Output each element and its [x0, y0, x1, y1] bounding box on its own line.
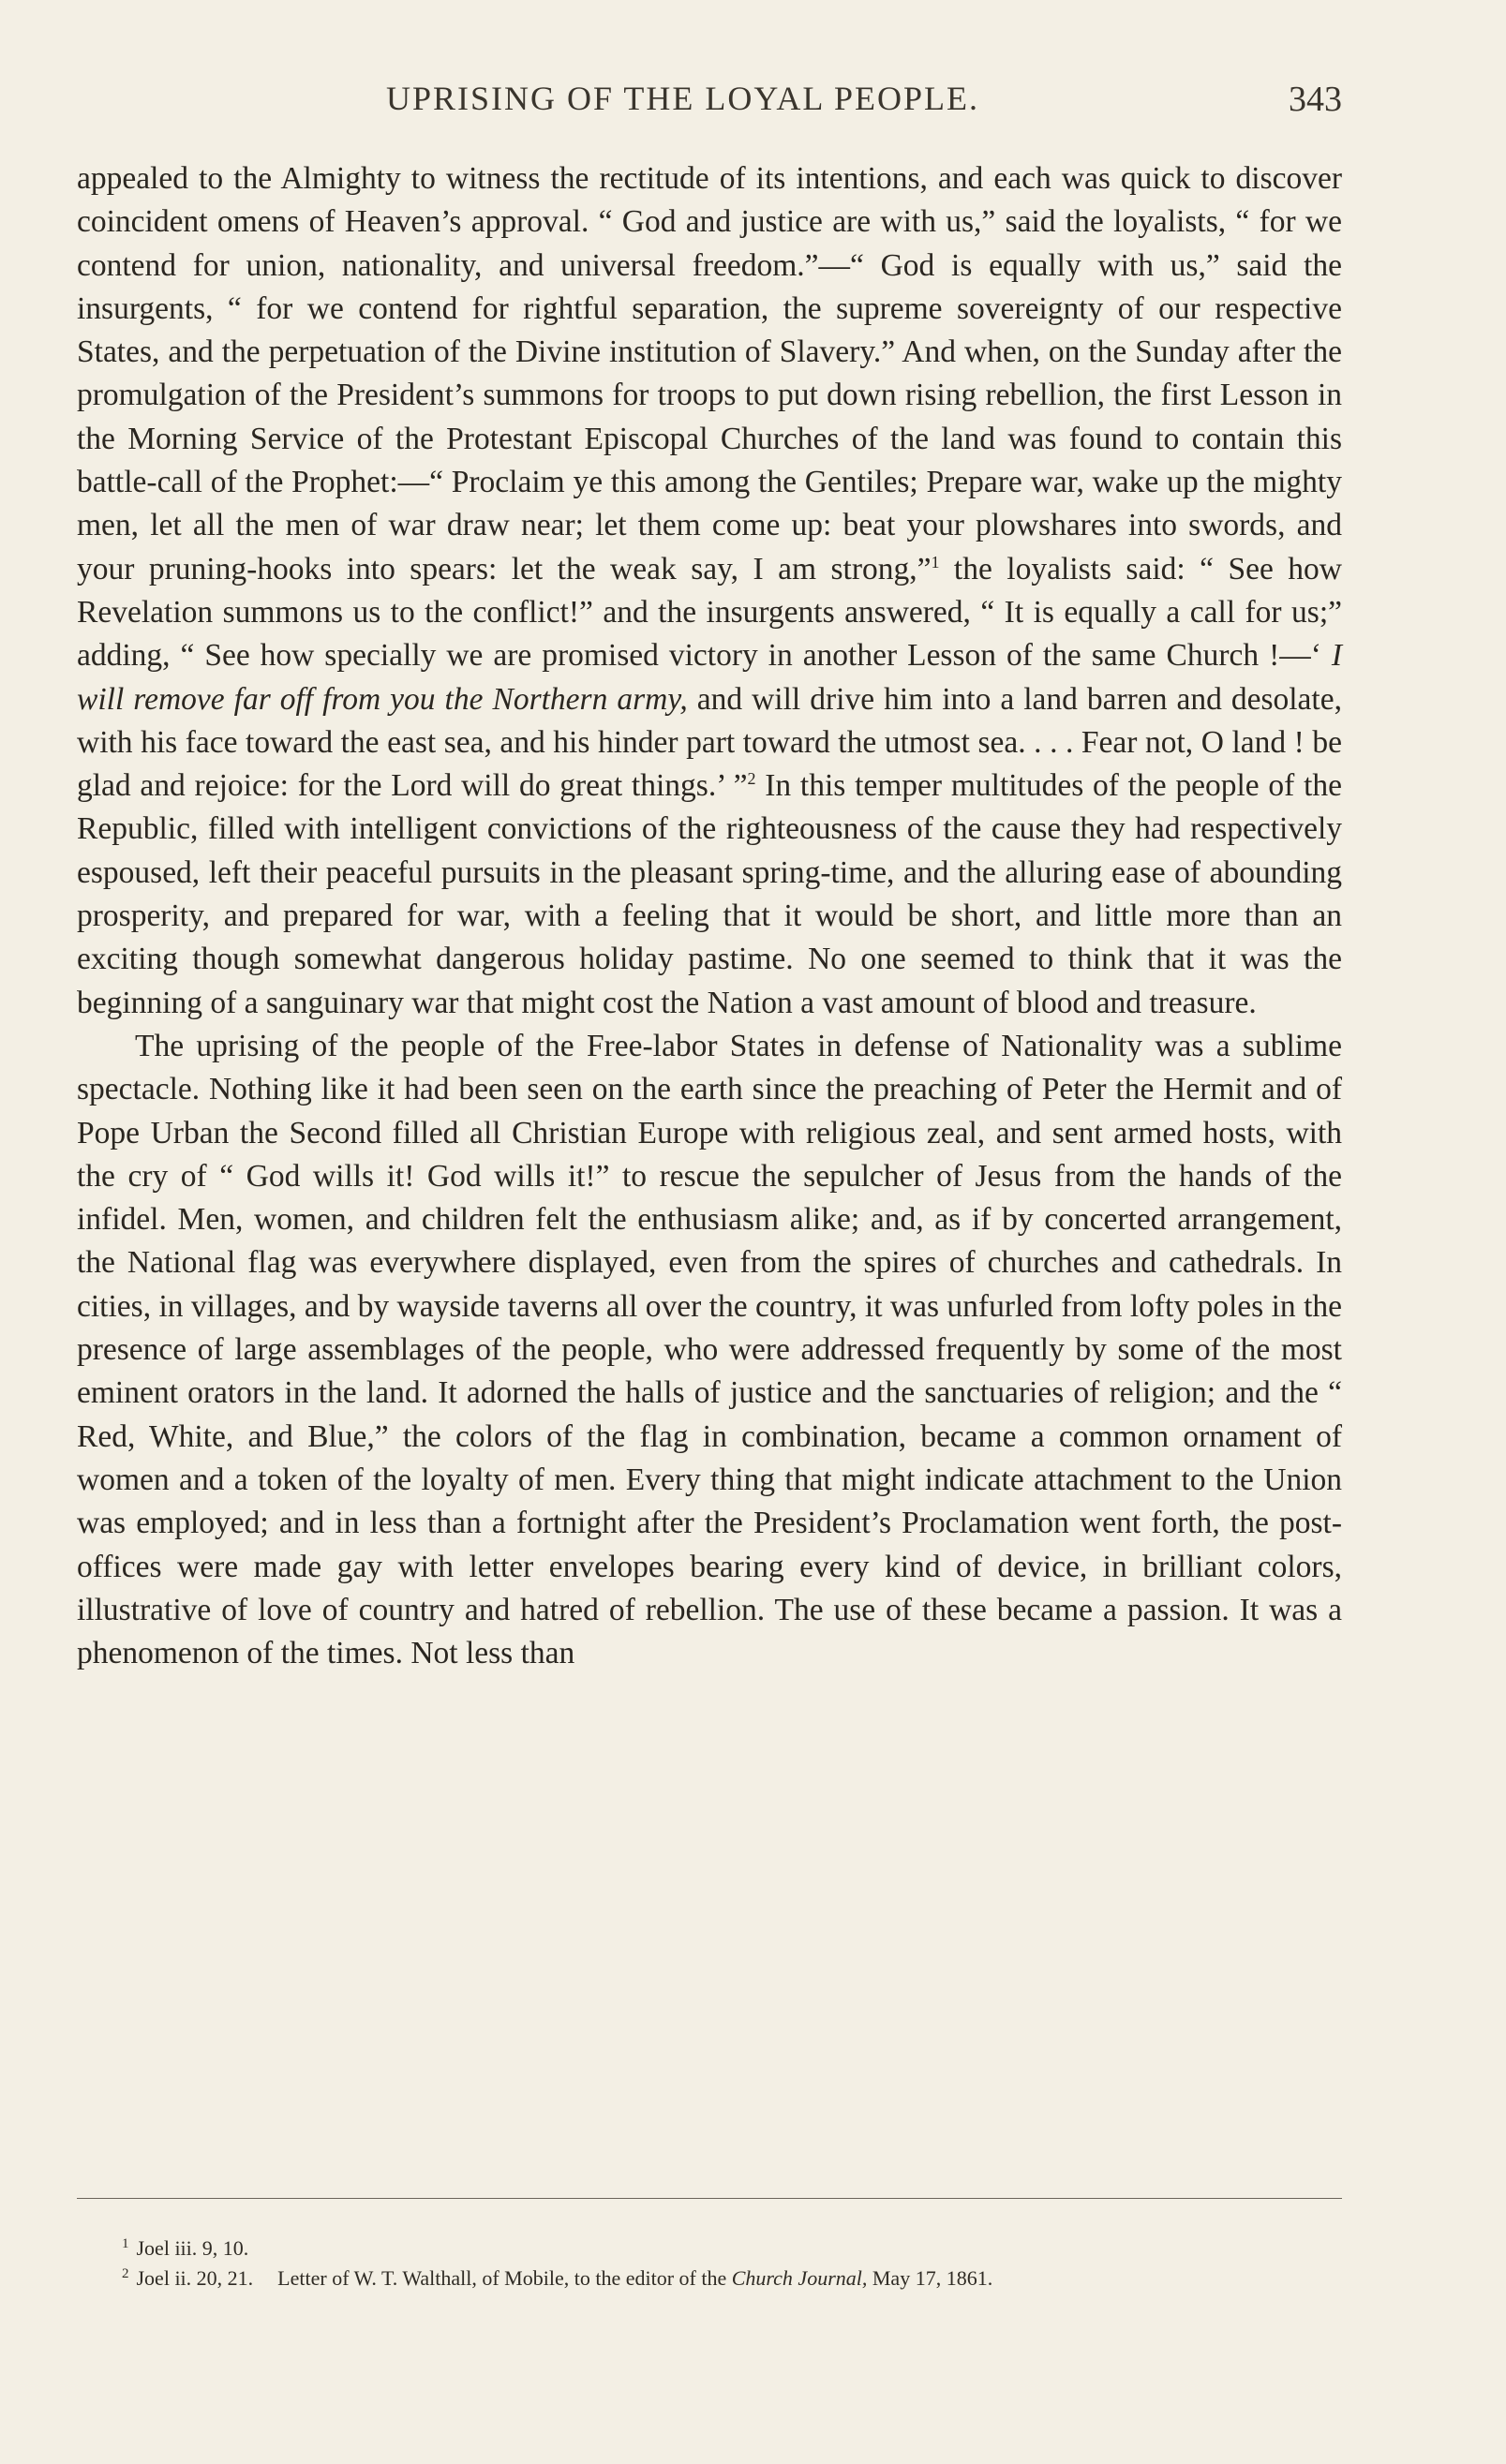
footnote-1-mark: 1 [122, 2235, 129, 2251]
body-text [77, 157, 1342, 1675]
running-title: UPRISING OF THE LOYAL PEOPLE. [386, 80, 980, 117]
paragraph-1 [77, 157, 1342, 1025]
footnote-ref-2: 2 [747, 769, 756, 788]
footnote-2-date: May 17, 1861. [867, 2266, 993, 2290]
paragraph-2: The uprising of the people of the Free-labor States in defense of Nationality was a sublime spectacle. Nothing like it had been seen on the earth since the preaching of Peter the Hermit and of Pope Urban the Second filled all Christian Europe with religious zeal, and sent armed hosts, with the cry of “ God wills it! God wills it!” to rescue the sepulcher of Jesus from the hands of the infidel. Men, women, and children felt the enthusiasm alike; and, as if by concerted arrangement, the National flag was everywhere displayed, even from the spires of churches and cathedrals. In cities, in villages, and by wayside taverns all over the country, it was unfurled from lofty poles in the presence of large assemblages of the people, who were addressed frequently by some of the most eminent orators in the land. It adorned the halls of justice and the sanctuaries of religion; and the “ Red, White, and Blue,” the colors of the flag in combination, became a common ornament of women and a token of the loyalty of men. Every thing that might indicate attachment to the Union was employed; and in less than a fortnight after the President’s Proclamation went forth, the post-offices were made gay with letter envelopes bearing every kind of device, in brilliant colors, illustrative of love of country and hatred of rebellion. The use of these became a passion. It was a phenomenon of the times. Not less than [77, 1028, 1342, 1671]
paragraph-1-part-b: the loyalists said: “ See how Revelation summons us to the conflict!” and the insurgents answered, “ It is equally a call for us;” adding, “ See how specially we are promised victory in another Lesson of the same Church !—‘ [77, 551, 1342, 674]
footnote-2-letter: Letter of W. T. Walthall, of Mobile, to the editor of the [277, 2266, 732, 2290]
footnote-1-text: Joel iii. 9, 10. [136, 2236, 249, 2260]
paragraph-1-part-c: and will drive him into a land barren and desolate, with his face toward the east sea, and his hinder part toward the utmost sea. . . . Fear not, O land ! be glad and rejoice: for the Lord will do great things.’ ” [77, 681, 1342, 804]
footnote-2-mark: 2 [122, 2265, 129, 2281]
footnote-divider [77, 2198, 1342, 2199]
footnote-2-text: Joel ii. 20, 21. [136, 2266, 254, 2290]
page-number: 343 [1289, 80, 1342, 119]
paragraph-1-italic-quote: I will remove far off from you the Northern army, [77, 638, 1342, 717]
footnote-ref-1: 1 [931, 552, 940, 571]
footnotes [122, 2234, 1349, 2293]
footnote-2 [122, 2264, 1349, 2293]
running-head [77, 79, 1342, 126]
footnote-2-journal: Church Journal, [731, 2266, 868, 2290]
paragraph-1-part-d: In this temper multitudes of the people of the Republic, filled with intelligent convictions of the righteousness of the cause they had respectively espoused, left their peaceful pursuits in the pleasant spring-time, and the alluring ease of abounding prosperity, and prepared for war, with a feeling that it would be short, and little more than an exciting though somewhat dangerous holiday pastime. No one seemed to think that it was the beginning of a sanguinary war that might cost the Nation a vast amount of blood and treasure. [77, 768, 1342, 1020]
paragraph-1-part-a: appealed to the Almighty to witness the rectitude of its intentions, and each was quick to discover coincident omens of Heaven’s approval. “ God and justice are with us,” said the loyalists, “ for we contend for union, nationality, and universal freedom.”—“ God is equally with us,” said the insurgents, “ for we contend for rightful separation, the supreme sovereignty of our respective States, and the perpetuation of the Divine institution of Slavery.” And when, on the Sunday after the promulgation of the President’s summons for troops to put down rising rebellion, the first Lesson in the Morning Service of the Protestant Episcopal Churches of the land was found to contain this battle-call of the Prophet:—“ Proclaim ye this among the Gentiles; Prepare war, wake up the mighty men, let all the men of war draw near; let them come up: beat your plowshares into swords, and your pruning-hooks into spears: let the weak say, I am strong,” [77, 161, 1342, 586]
footnote-1 [122, 2234, 1349, 2264]
